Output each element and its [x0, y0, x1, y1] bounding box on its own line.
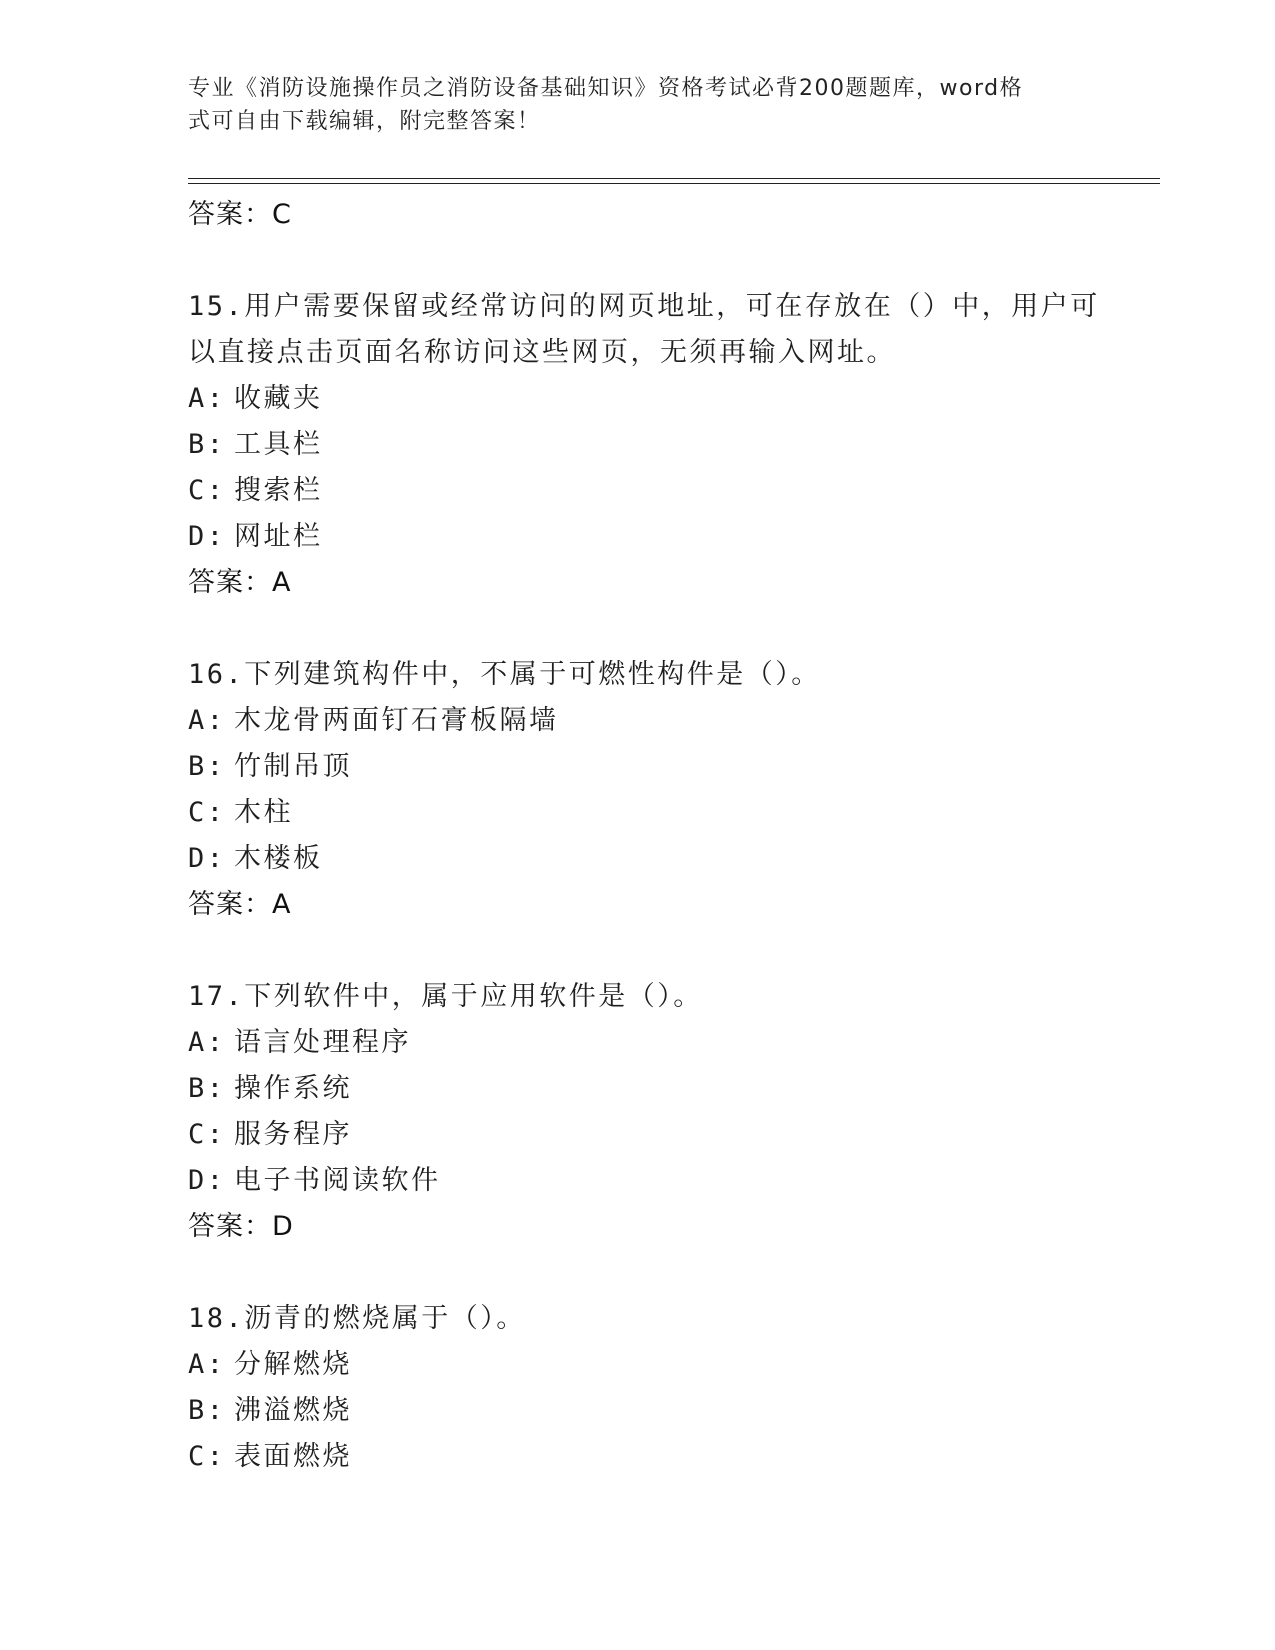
- question-list: [188, 192, 1100, 1480]
- question-stem-line: 以直接点击页面名称访问这些网页，无须再输入网址。: [188, 337, 896, 368]
- question-block: [188, 284, 1100, 606]
- option-key: D:: [188, 1165, 226, 1196]
- question-spacer: [188, 238, 1088, 284]
- header-divider-bottom: [188, 183, 1160, 184]
- option-text: 搜索栏: [234, 475, 323, 506]
- header-divider-top: [188, 178, 1160, 179]
- option-key: D:: [188, 843, 226, 874]
- answer-line: 答案：A: [188, 889, 292, 920]
- option-row: [188, 1158, 1088, 1204]
- option-row: [188, 836, 1088, 882]
- option-text: 电子书阅读软件: [234, 1165, 441, 1196]
- option-text: 操作系统: [234, 1073, 352, 1104]
- option-key: C:: [188, 1441, 226, 1472]
- option-row: [188, 698, 1088, 744]
- option-key: B:: [188, 1395, 226, 1426]
- option-text: 木龙骨两面钉石膏板隔墙: [234, 705, 559, 736]
- answer-line: 答案：A: [188, 567, 292, 598]
- option-row: [188, 376, 1088, 422]
- document-header: [188, 72, 1068, 138]
- option-text: 工具栏: [234, 429, 323, 460]
- option-text: 语言处理程序: [234, 1027, 411, 1058]
- option-key: B:: [188, 429, 226, 460]
- question-spacer: [188, 928, 1088, 974]
- option-text: 网址栏: [234, 521, 323, 552]
- option-text: 表面燃烧: [234, 1441, 352, 1472]
- option-text: 竹制吊顶: [234, 751, 352, 782]
- option-row: [188, 1112, 1088, 1158]
- option-key: A:: [188, 383, 226, 414]
- option-key: A:: [188, 705, 226, 736]
- question-block: [188, 1296, 1088, 1480]
- question-block: [188, 652, 1088, 928]
- option-row: [188, 1434, 1088, 1480]
- option-text: 收藏夹: [234, 383, 323, 414]
- option-text: 木楼板: [234, 843, 323, 874]
- option-text: 木柱: [234, 797, 293, 828]
- option-text: 沸溢燃烧: [234, 1395, 352, 1426]
- option-key: C:: [188, 475, 226, 506]
- option-key: A:: [188, 1349, 226, 1380]
- option-key: A:: [188, 1027, 226, 1058]
- option-row: [188, 1342, 1088, 1388]
- option-row: [188, 468, 1088, 514]
- question-stem-line: 15.用户需要保留或经常访问的网页地址，可在存放在（）中，用户可: [188, 291, 1100, 322]
- option-text: 服务程序: [234, 1119, 352, 1150]
- question-spacer: [188, 1250, 1088, 1296]
- question-stem-line: 18.沥青的燃烧属于（）。: [188, 1303, 526, 1334]
- option-row: [188, 1066, 1088, 1112]
- answer-line: 答案：D: [188, 1211, 294, 1242]
- option-row: [188, 1388, 1088, 1434]
- question-block: [188, 974, 1088, 1250]
- option-row: [188, 422, 1088, 468]
- option-key: C:: [188, 797, 226, 828]
- option-key: B:: [188, 751, 226, 782]
- option-row: [188, 1020, 1088, 1066]
- question-stem-line: 16.下列建筑构件中，不属于可燃性构件是（）。: [188, 659, 821, 690]
- option-key: C:: [188, 1119, 226, 1150]
- option-row: [188, 514, 1088, 560]
- option-row: [188, 744, 1088, 790]
- question-spacer: [188, 606, 1088, 652]
- header-line-1: 专业《消防设施操作员之消防设备基础知识》资格考试必背200题题库，word格: [188, 76, 1024, 101]
- option-row: [188, 790, 1088, 836]
- option-key: B:: [188, 1073, 226, 1104]
- option-key: D:: [188, 521, 226, 552]
- header-line-2: 式可自由下载编辑，附完整答案！: [188, 109, 541, 134]
- option-text: 分解燃烧: [234, 1349, 352, 1380]
- question-stem-line: 17.下列软件中，属于应用软件是（）。: [188, 981, 703, 1012]
- previous-answer: 答案：C: [188, 199, 292, 230]
